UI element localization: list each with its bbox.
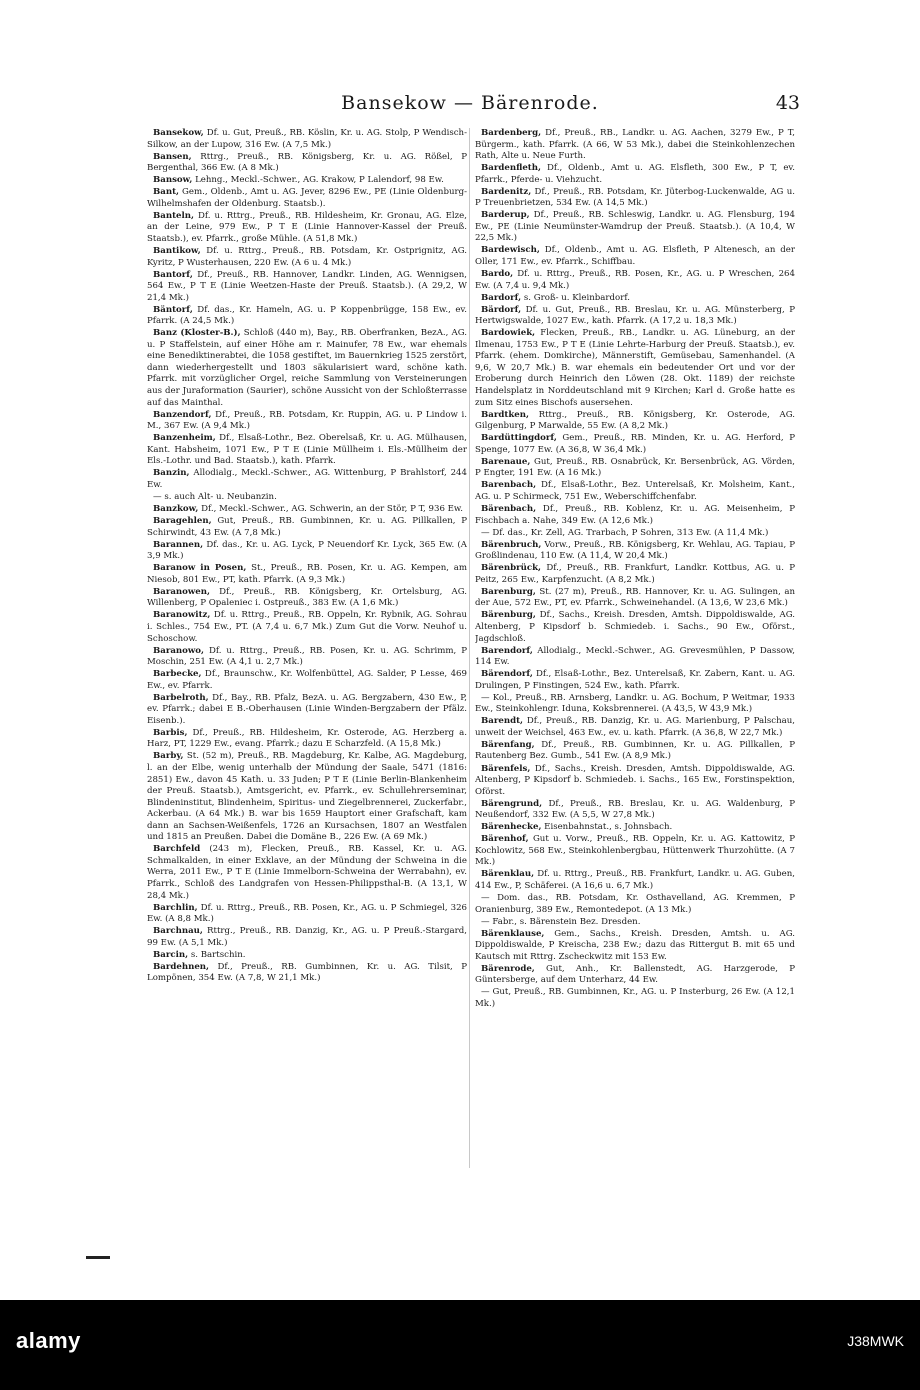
entry-text: — s. auch Alt- u. Neubanzin. xyxy=(153,491,277,502)
entry-text: Df., Elsaß-Lothr., Bez. Unterelsaß, Kr. Molsheim, Kant., AG. u. P Schirmeck, 751 Ew., Weberschiffchenfabr. xyxy=(475,480,795,502)
gazetteer-entry xyxy=(475,716,795,739)
entry-text: Df., Sachs., Kreish. Dresden, Amtsh. Dippoldiswalde, AG. Altenberg, P Kipsdorf b. Schmiedeb. i. Sachs., 165 Ew., Forstinspektion, Oförst. xyxy=(475,763,795,797)
gazetteer-entry xyxy=(147,410,467,433)
gazetteer-entry xyxy=(147,270,467,305)
entry-headword: Barbecke, xyxy=(153,669,202,680)
entry-headword: Bansekow, xyxy=(153,128,204,138)
entry-headword: Bardüttingdorf, xyxy=(481,433,557,444)
gazetteer-entry xyxy=(147,433,467,468)
watermark-bar xyxy=(0,1300,920,1390)
entry-headword: Barenburg, xyxy=(481,586,536,597)
gazetteer-entry xyxy=(475,528,795,540)
entry-text: Vorw., Preuß., RB. Königsberg, Kr. Wehlau, AG. Tapiau, P Großlindenau, 110 Ew. (A 11,4, W 20,4 Mk.) xyxy=(475,539,795,562)
gazetteer-entry xyxy=(475,504,795,527)
gazetteer-entry xyxy=(147,152,467,175)
entry-text: Df., Preuß., RB. Breslau, Kr. u. AG. Waldenburg, P Neußendorf, 332 Ew. (A 5,5, W 27,8 Mk.) xyxy=(475,798,795,821)
entry-headword: Barchlin, xyxy=(153,902,198,913)
entry-headword: Bardowiek, xyxy=(481,328,536,339)
entry-text: Df. u. Gut, Preuß., RB. Köslin, Kr. u. AG. Stolp, P Wendisch-Silkow, an der Lupow, 316 Ew. (A 7,5 Mk.) xyxy=(147,128,467,150)
gazetteer-entry xyxy=(475,457,795,480)
entry-text: Gem., Sachs., Kreish. Dresden, Amtsh. u. AG. Dippoldiswalde, P Kreischa, 238 Ew.; dazu das Rittergut B. mit 65 und Kautsch mit Rttrg. Zscheckwitz mit 153 Ew. xyxy=(475,928,795,962)
entry-text: Allodialg., Meckl.-Schwer., AG. Wittenburg, P Brahlstorf, 244 Ew. xyxy=(147,468,467,490)
gazetteer-entry xyxy=(475,328,795,409)
entry-text: s. Groß- u. Kleinbardorf. xyxy=(521,292,630,303)
entry-text: Df. u. Gut, Preuß., RB. Breslau, Kr. u. AG. Münsterberg, P Hertwigswalde, 1027 Ew., kath. Pfarrk. (A 17,2 u. 18,3 Mk.) xyxy=(475,304,795,327)
entry-headword: Barchnau, xyxy=(153,926,203,937)
entry-headword: Baragehlen, xyxy=(153,516,212,527)
entry-headword: Bansow, xyxy=(153,175,193,186)
gazetteer-entry xyxy=(147,187,467,210)
gazetteer-entry xyxy=(147,175,467,187)
entry-text: Df., Preuß., RB. Gumbinnen, Kr. u. AG. Pillkallen, P Rautenberg Bez. Gumb., 541 Ew. (A 8,9 Mk.) xyxy=(475,739,795,762)
entry-text: St., Preuß., RB. Posen, Kr. u. AG. Kempen, am Niesob, 801 Ew., PT, kath. Pfarrk. (A 9,3 Mk.) xyxy=(147,563,467,585)
entry-text: Schloß (440 m), Bay., RB. Oberfranken, BezA., AG. u. P Staffelstein, auf einer Höhe am r. Mainufer, 78 Ew., war ehemals eine Benediktinerabtei, die 1058 gestiftet, im Bauernkrieg 1525 zerstört, dann wiederhergestellt und 1803 säkularisiert ward, schöne kath. Pfarrk. mit vorzüglicher Orgel, reiche Sammlung von Versteinerungen aus der Juraformation (Saurier), schöne Aussicht von der Schloßterrasse auf das Mainthal. xyxy=(147,328,467,408)
entry-headword: Bardenberg, xyxy=(481,128,542,138)
entry-headword: Barby, xyxy=(153,751,184,762)
entry-text: — Dom. das., RB. Potsdam, Kr. Osthavelland, AG. Kremmen, P Oranienburg, 389 Ew., Remontedepot. (A 13 Mk.) xyxy=(475,893,795,915)
entry-headword: Baranowen, xyxy=(153,586,211,597)
gazetteer-entry xyxy=(147,693,467,728)
entry-text: Df., Meckl.-Schwer., AG. Schwerin, an der Stör, P T, 936 Ew. xyxy=(198,504,463,514)
entry-text: Df., Preuß., RB. Potsdam, Kr. Jüterbog-Luckenwalde, AG u. P Treuenbrietzen, 534 Ew. (A 14,5 Mk.) xyxy=(475,186,795,209)
gazetteer-entry xyxy=(147,540,467,563)
entry-text: Df., Oldenb., Amt u. AG. Elsfleth, P Altenesch, an der Oller, 171 Ew., ev. Pfarrk., Schiffbau. xyxy=(475,245,795,268)
entry-text: Rttrg., Preuß., RB. Danzig, Kr., AG. u. P Preuß.-Stargard, 99 Ew. (A 5,1 Mk.) xyxy=(147,926,467,948)
running-header xyxy=(140,92,800,122)
gazetteer-entry xyxy=(475,740,795,763)
entry-headword: Bärenhof, xyxy=(481,834,529,845)
entry-headword: Barchfeld xyxy=(153,844,201,855)
entry-text: — Kol., Preuß., RB. Arnsberg, Landkr. u. AG. Bochum, P Weitmar, 1933 Ew., Steinkohlengr. Iduna, Koksbrennerei. (A 43,5, W 43,9 Mk.) xyxy=(475,692,795,715)
entry-headword: Bärenfang, xyxy=(481,739,535,750)
entry-headword: Barcin, xyxy=(153,949,189,960)
entry-text: Df., Preuß., RB. Hannover, Landkr. Linden, AG. Wennigsen, 564 Ew., P T E (Linie Weetzen-Haste der Preuß. Staatsb.). (A 29,2, W 21,4 Mk.) xyxy=(147,269,467,303)
entry-headword: Baranow in Posen, xyxy=(153,563,247,574)
entry-text: St. (52 m), Preuß., RB. Magdeburg, Kr. Kalbe, AG. Magdeburg, l. an der Elbe, wenig unterhalb der Mündung der Saale, 5471 (1816: 2851) Ew., davon 45 Kath. u. 33 Juden; P T E (Linie Berlin-Blankenheim der Preuß. Staatsb.), Amtsgericht, ev. Pfarrk., ev. Schullehrerseminar, Blindeninstitut, Blindenheim, Spiritus- und Ziegelbrennerei, Zuckerfabr., Ackerbau. (A 64 Mk.) B. war bis 1659 Hauptort einer Grafschaft, kam dann an Sachsen-Weißenfels, 1726 an Kursachsen, 1807 an Westfalen und 1815 an Preußen. Dabei die Domäne B., 226 Ew. (A 69 Mk.) xyxy=(147,751,467,843)
gazetteer-entry xyxy=(147,926,467,949)
entry-headword: Bärendorf, xyxy=(481,669,533,680)
entry-headword: Banteln, xyxy=(153,210,195,221)
entry-headword: Bärenrode, xyxy=(481,963,535,974)
gazetteer-entry xyxy=(147,211,467,246)
gazetteer-entry xyxy=(147,669,467,692)
entry-text: Df., Elsaß-Lothr., Bez. Unterelsaß, Kr. Zabern, Kant. u. AG. Drulingen, P Finstingen, 524 Ew., kath. Pfarrk. xyxy=(475,669,795,691)
gazetteer-entry xyxy=(147,728,467,751)
entry-headword: Baranowitz, xyxy=(153,610,211,621)
entry-text: St. (27 m), Preuß., RB. Hannover, Kr. u. AG. Sulingen, an der Aue, 572 Ew., PT, ev. Pfarrk., Schweinehandel. (A 13,6, W 23,6 Mk.) xyxy=(475,586,795,609)
page-number: 43 xyxy=(775,92,800,114)
gazetteer-entry xyxy=(147,844,467,902)
entry-text: Df., Preuß., RB. Königsberg, Kr. Ortelsburg, AG. Willenberg, P Opaleniec i. Ostpreuß., 383 Ew. (A 1,6 Mk.) xyxy=(147,586,467,609)
entry-headword: Bärenklau, xyxy=(481,869,535,880)
entry-headword: Banzenheim, xyxy=(153,433,216,444)
header-title: Bansekow — Bärenrode. xyxy=(341,92,599,114)
entry-headword: Bärenburg, xyxy=(481,610,536,621)
entry-text: Df., Preuß., RB. Schleswig, Landkr. u. AG. Flensburg, 194 Ew., PE (Linie Neumünster-Wamdrup der Preuß. Staatsb.). (A 10,4, W 22,5 Mk.) xyxy=(475,210,795,244)
gazetteer-entry xyxy=(147,246,467,269)
gazetteer-entry xyxy=(147,587,467,610)
entry-headword: Bardenitz, xyxy=(481,186,532,197)
entry-headword: Banz (Kloster-B.), xyxy=(153,328,241,339)
entry-text: Df. u. Rttrg., Preuß., RB. Potsdam, Kr. Ostprignitz, AG. Kyritz, P Wusterhausen, 220 Ew. (A 6 u. 4 Mk.) xyxy=(147,245,467,268)
entry-headword: Banzendorf, xyxy=(153,409,212,420)
entry-text: Df. u. Rttrg., Preuß., RB. Posen, Kr., AG. u. P Wreschen, 264 Ew. (A 7,4 u. 9,4 Mk.) xyxy=(475,269,795,291)
entry-text: Df., Preuß., RB. Potsdam, Kr. Ruppin, AG. u. P Lindow i. M., 367 Ew. (A 9,4 Mk.) xyxy=(147,409,467,432)
entry-headword: Banzin, xyxy=(153,468,190,479)
entry-text: Df., Braunschw., Kr. Wolfenbüttel, AG. Salder, P Lesse, 469 Ew., ev. Pfarrk. xyxy=(147,669,467,691)
entry-text: Rttrg., Preuß., RB. Königsberg, Kr. u. AG. Rößel, P Bergenthal, 366 Ew. (A 8 Mk.) xyxy=(147,151,467,174)
watermark-logo: alamy xyxy=(16,1328,81,1353)
gazetteer-entry xyxy=(475,964,795,987)
gazetteer-entry xyxy=(475,764,795,799)
gazetteer-entry xyxy=(475,293,795,305)
gazetteer-entry xyxy=(147,504,467,516)
gazetteer-entry xyxy=(475,587,795,610)
entry-text: Df., Preuß., RB. Danzig, Kr. u. AG. Marienburg, P Palschau, unweit der Weichsel, 463 Ew., ev. u. kath. Pfarrk. (A 36,8, W 22,7 Mk.) xyxy=(475,716,795,738)
gazetteer-entry xyxy=(147,962,467,985)
entry-headword: Baranowo, xyxy=(153,645,205,656)
entry-headword: Bärenhecke, xyxy=(481,822,542,833)
entry-text: — Df. das., Kr. Zell, AG. Trarbach, P Sohren, 313 Ew. (A 11,4 Mk.) xyxy=(481,527,769,538)
entry-text: Gut u. Vorw., Preuß., RB. Oppeln, Kr. u. AG. Kattowitz, P Kochlowitz, 568 Ew., Steinkohlenbergbau, Hüttenwerk Thurzohütte. (A 7 Mk.) xyxy=(475,834,795,868)
entry-text: Df., Preuß., RB. Frankfurt, Landkr. Kottbus, AG. u. P Peitz, 265 Ew., Karpfenzucht. (A 8,2 Mk.) xyxy=(475,563,795,585)
gazetteer-entry xyxy=(147,128,467,151)
entry-text: Rttrg., Preuß., RB. Königsberg, Kr. Osterode, AG. Gilgenburg, P Marwalde, 55 Ew. (A 8,2 Mk.) xyxy=(475,409,795,432)
gazetteer-entry xyxy=(475,869,795,892)
entry-text: Df., Preuß., RB., Landkr. u. AG. Aachen, 3279 Ew., P T, Bürgerm., kath. Pfarrk. (A 66, W 53 Mk.), dabei die Steinkohlenzechen Rath, Alte u. Neue Furth. xyxy=(475,128,795,162)
gazetteer-entry xyxy=(475,917,795,929)
gazetteer-entry xyxy=(475,480,795,503)
entry-headword: Barbis, xyxy=(153,727,188,738)
entry-headword: Bärenbrück, xyxy=(481,563,542,574)
gazetteer-entry xyxy=(475,646,795,669)
entry-text: Df., Preuß., RB. Koblenz, Kr. u. AG. Meisenheim, P Fischbach a. Nahe, 349 Ew. (A 12,6 Mk.) xyxy=(475,504,795,526)
entry-headword: Bärengrund, xyxy=(481,798,543,809)
gazetteer-entry xyxy=(147,751,467,843)
entry-headword: Bärenbach, xyxy=(481,504,537,514)
gazetteer-entry xyxy=(475,163,795,186)
column-divider xyxy=(469,128,470,1168)
entry-headword: Bärenbruch, xyxy=(481,539,542,550)
entry-headword: Bardehnen, xyxy=(153,961,210,972)
entry-headword: Barderup, xyxy=(481,210,530,221)
entry-text: Df., Oldenb., Amt u. AG. Elsfleth, 300 Ew., P T, ev. Pfarrk., Pferde- u. Viehzucht. xyxy=(475,163,795,185)
entry-text: (243 m), Flecken, Preuß., RB. Kassel, Kr. u. AG. Schmalkalden, in einer Exklave, an der Mündung der Schweina in die Werra, 2011 Ew., P T E (Linie Immelborn-Schweina der Werrabahn), ev. Pfarrk., Schloß des Landgrafen von Hessen-Philippsthal-B. (A 13,1, W 28,4 Mk.) xyxy=(147,844,467,901)
entry-text: Df. das., Kr. u. AG. Lyck, P Neuendorf Kr. Lyck, 365 Ew. (A 3,9 Mk.) xyxy=(147,539,467,562)
entry-text: Df. u. Rttrg., Preuß., RB. Frankfurt, Landkr. u. AG. Guben, 414 Ew., P, Schäferei. (A 16,6 u. 6,7 Mk.) xyxy=(475,869,795,891)
entry-headword: Bärdorf, xyxy=(481,304,522,315)
entry-headword: Barendorf, xyxy=(481,645,533,656)
entry-headword: Bärenfels, xyxy=(481,763,531,774)
gazetteer-entry xyxy=(475,245,795,268)
gazetteer-entry xyxy=(147,610,467,645)
entry-headword: Barendt, xyxy=(481,716,524,727)
entry-text: Df., Bay., RB. Pfalz, BezA. u. AG. Bergzabern, 430 Ew., P, ev. Pfarrk.; dabei E B.-Oberhausen (Linie Winden-Bergzabern der Pfälz. Eisenb.). xyxy=(147,692,467,726)
gazetteer-entry xyxy=(475,410,795,433)
entry-headword: Barenbach, xyxy=(481,480,537,491)
right-column xyxy=(475,128,795,1178)
entry-text: s. Bartschin. xyxy=(188,949,246,960)
gazetteer-entry xyxy=(475,563,795,586)
left-column xyxy=(147,128,467,1178)
entry-text: Df., Preuß., RB. Hildesheim, Kr. Osterode, AG. Herzberg a. Harz, PT, 1229 Ew., evang. Pfarrk.; dazu E Scharzfeld. (A 15,8 Mk.) xyxy=(147,727,467,750)
gazetteer-entry xyxy=(475,834,795,869)
entry-headword: Barannen, xyxy=(153,539,204,550)
gazetteer-entry xyxy=(475,893,795,916)
entry-text: Gut, Preuß., RB. Gumbinnen, Kr. u. AG. Pillkallen, P Schirwindt, 43 Ew. (A 7,8 Mk.) xyxy=(147,516,467,538)
entry-headword: Bantorf, xyxy=(153,269,193,280)
gazetteer-entry xyxy=(475,540,795,563)
gazetteer-entry xyxy=(147,646,467,669)
entry-text: — Gut, Preuß., RB. Gumbinnen, Kr., AG. u. P Insterburg, 26 Ew. (A 12,1 Mk.) xyxy=(475,987,795,1009)
entry-text: Df. das., Kr. Hameln, AG. u. P Koppenbrügge, 158 Ew., ev. Pfarrk. (A 24,5 Mk.) xyxy=(147,304,467,327)
entry-text: Allodialg., Meckl.-Schwer., AG. Grevesmühlen, P Dassow, 114 Ew. xyxy=(475,645,795,668)
entry-text: Gut, Anh., Kr. Ballenstedt, AG. Harzgerode, P Güntersberge, auf dem Unterharz, 44 Ew. xyxy=(475,963,795,986)
gazetteer-entry xyxy=(475,987,795,1010)
gazetteer-entry xyxy=(475,610,795,645)
gazetteer-entry xyxy=(475,669,795,692)
entry-text: Df. u. Rttrg., Preuß., RB. Oppeln, Kr. Rybnik, AG. Sohrau i. Schles., 754 Ew., PT. (A 7,4 u. 6,7 Mk.) Zum Gut die Vorw. Neuhof u. Schoschow. xyxy=(147,610,467,644)
entry-text: Df., Preuß., RB. Gumbinnen, Kr. u. AG. Tilsit, P Lompönen, 354 Ew. (A 7,8, W 21,1 Mk.) xyxy=(147,961,467,984)
entry-headword: Bäntorf, xyxy=(153,304,193,315)
entry-headword: Bärenklause, xyxy=(481,928,545,939)
entry-headword: Bant, xyxy=(153,187,180,198)
entry-text: Gem., Preuß., RB. Minden, Kr. u. AG. Herford, P Spenge, 1077 Ew. (A 36,8, W 36,4 Mk.) xyxy=(475,433,795,455)
entry-text: Eisenbahnstat., s. Johnsbach. xyxy=(541,822,673,833)
gazetteer-entry xyxy=(475,822,795,834)
gazetteer-entry xyxy=(147,305,467,328)
entry-headword: Bardorf, xyxy=(481,292,522,303)
gazetteer-entry xyxy=(475,929,795,964)
gazetteer-entry xyxy=(475,433,795,456)
entry-text: Df., Sachs., Kreish. Dresden, Amtsh. Dippoldiswalde, AG. Altenberg, P Kipsdorf b. Schmiedeb. i. Sachs., 90 Ew., Oförst., Jagdschloß. xyxy=(475,610,795,644)
gazetteer-entry xyxy=(475,799,795,822)
entry-text: Gem., Oldenb., Amt u. AG. Jever, 8296 Ew., PE (Linie Oldenburg-Wilhelmshafen der Oldenburg. Staatsb.). xyxy=(147,187,467,209)
entry-headword: Barbelroth, xyxy=(153,692,209,703)
gazetteer-entry xyxy=(475,128,795,163)
entry-headword: Banzkow, xyxy=(153,504,199,514)
entry-text: Gut, Preuß., RB. Osnabrück, Kr. Bersenbrück, AG. Vörden, P Engter, 191 Ew. (A 16 Mk.) xyxy=(475,456,795,479)
gazetteer-entry xyxy=(147,516,467,539)
gazetteer-entry xyxy=(475,187,795,210)
margin-mark xyxy=(86,1256,110,1259)
entry-text: — Fabr., s. Bärenstein Bez. Dresden. xyxy=(481,916,641,927)
entry-text: Df. u. Rttrg., Preuß., RB. Hildesheim, Kr. Gronau, AG. Elze, an der Leine, 979 Ew., P T E (Linie Hannover-Kassel der Preuß. Staatsb.), ev. Pfarrk., große Mühle. (A 51,8 Mk.) xyxy=(147,210,467,244)
entry-text: Lehng., Meckl.-Schwer., AG. Krakow, P Lalendorf, 98 Ew. xyxy=(192,175,444,186)
entry-headword: Bardewisch, xyxy=(481,245,540,256)
gazetteer-entry xyxy=(475,305,795,328)
gazetteer-entry xyxy=(475,210,795,245)
entry-text: Flecken, Preuß., RB., Landkr. u. AG. Lüneburg, an der Ilmenau, 1753 Ew., P T E (Linie Lehrte-Harburg der Preuß. Staatsb.), ev. Pfarrk. (ehem. Domkirche), Männerstift, Gemüsebau, Samenhandel. (A 9,6, W 20,7 Mk.) B. war ehemals ein bedeutender Ort und vor der Eroberung durch Heinrich den Löwen (28. Okt. 1189) der reichste Handelsplatz in Norddeutschland mit 9 Kirchen; Karl d. Große hatte es zum Sitz eines Bischofs ausersehen. xyxy=(475,328,795,408)
entry-headword: Barenaue, xyxy=(481,456,531,467)
gazetteer-entry xyxy=(147,563,467,586)
entry-headword: Bardtken, xyxy=(481,409,529,420)
entry-headword: Bantikow, xyxy=(153,245,201,256)
entry-text: Df. u. Rttrg., Preuß., RB. Posen, Kr. u. AG. Schrimm, P Moschin, 251 Ew. (A 4,1 u. 2,7 Mk.) xyxy=(147,645,467,668)
gazetteer-entry xyxy=(475,269,795,292)
gazetteer-entry xyxy=(147,492,467,504)
gazetteer-entry xyxy=(475,693,795,716)
entry-headword: Bardenfleth, xyxy=(481,163,542,174)
entry-text: Df., Elsaß-Lothr., Bez. Oberelsaß, Kr. u. AG. Mülhausen, Kant. Habsheim, 1071 Ew., P T E (Linie Müllheim i. Els.-Müllheim der Els.-Lothr. und Bad. Staatsb.), kath. Pfarrk. xyxy=(147,433,467,467)
gazetteer-entry xyxy=(147,903,467,926)
gazetteer-entry xyxy=(147,328,467,409)
entry-headword: Bansen, xyxy=(153,151,192,162)
gazetteer-entry xyxy=(147,950,467,962)
entry-headword: Bardo, xyxy=(481,269,514,280)
image-code: J38MWK xyxy=(847,1333,904,1349)
gazetteer-entry xyxy=(147,468,467,491)
entry-text: Df. u. Rttrg., Preuß., RB. Posen, Kr., AG. u. P Schmiegel, 326 Ew. (A 8,8 Mk.) xyxy=(147,902,467,925)
